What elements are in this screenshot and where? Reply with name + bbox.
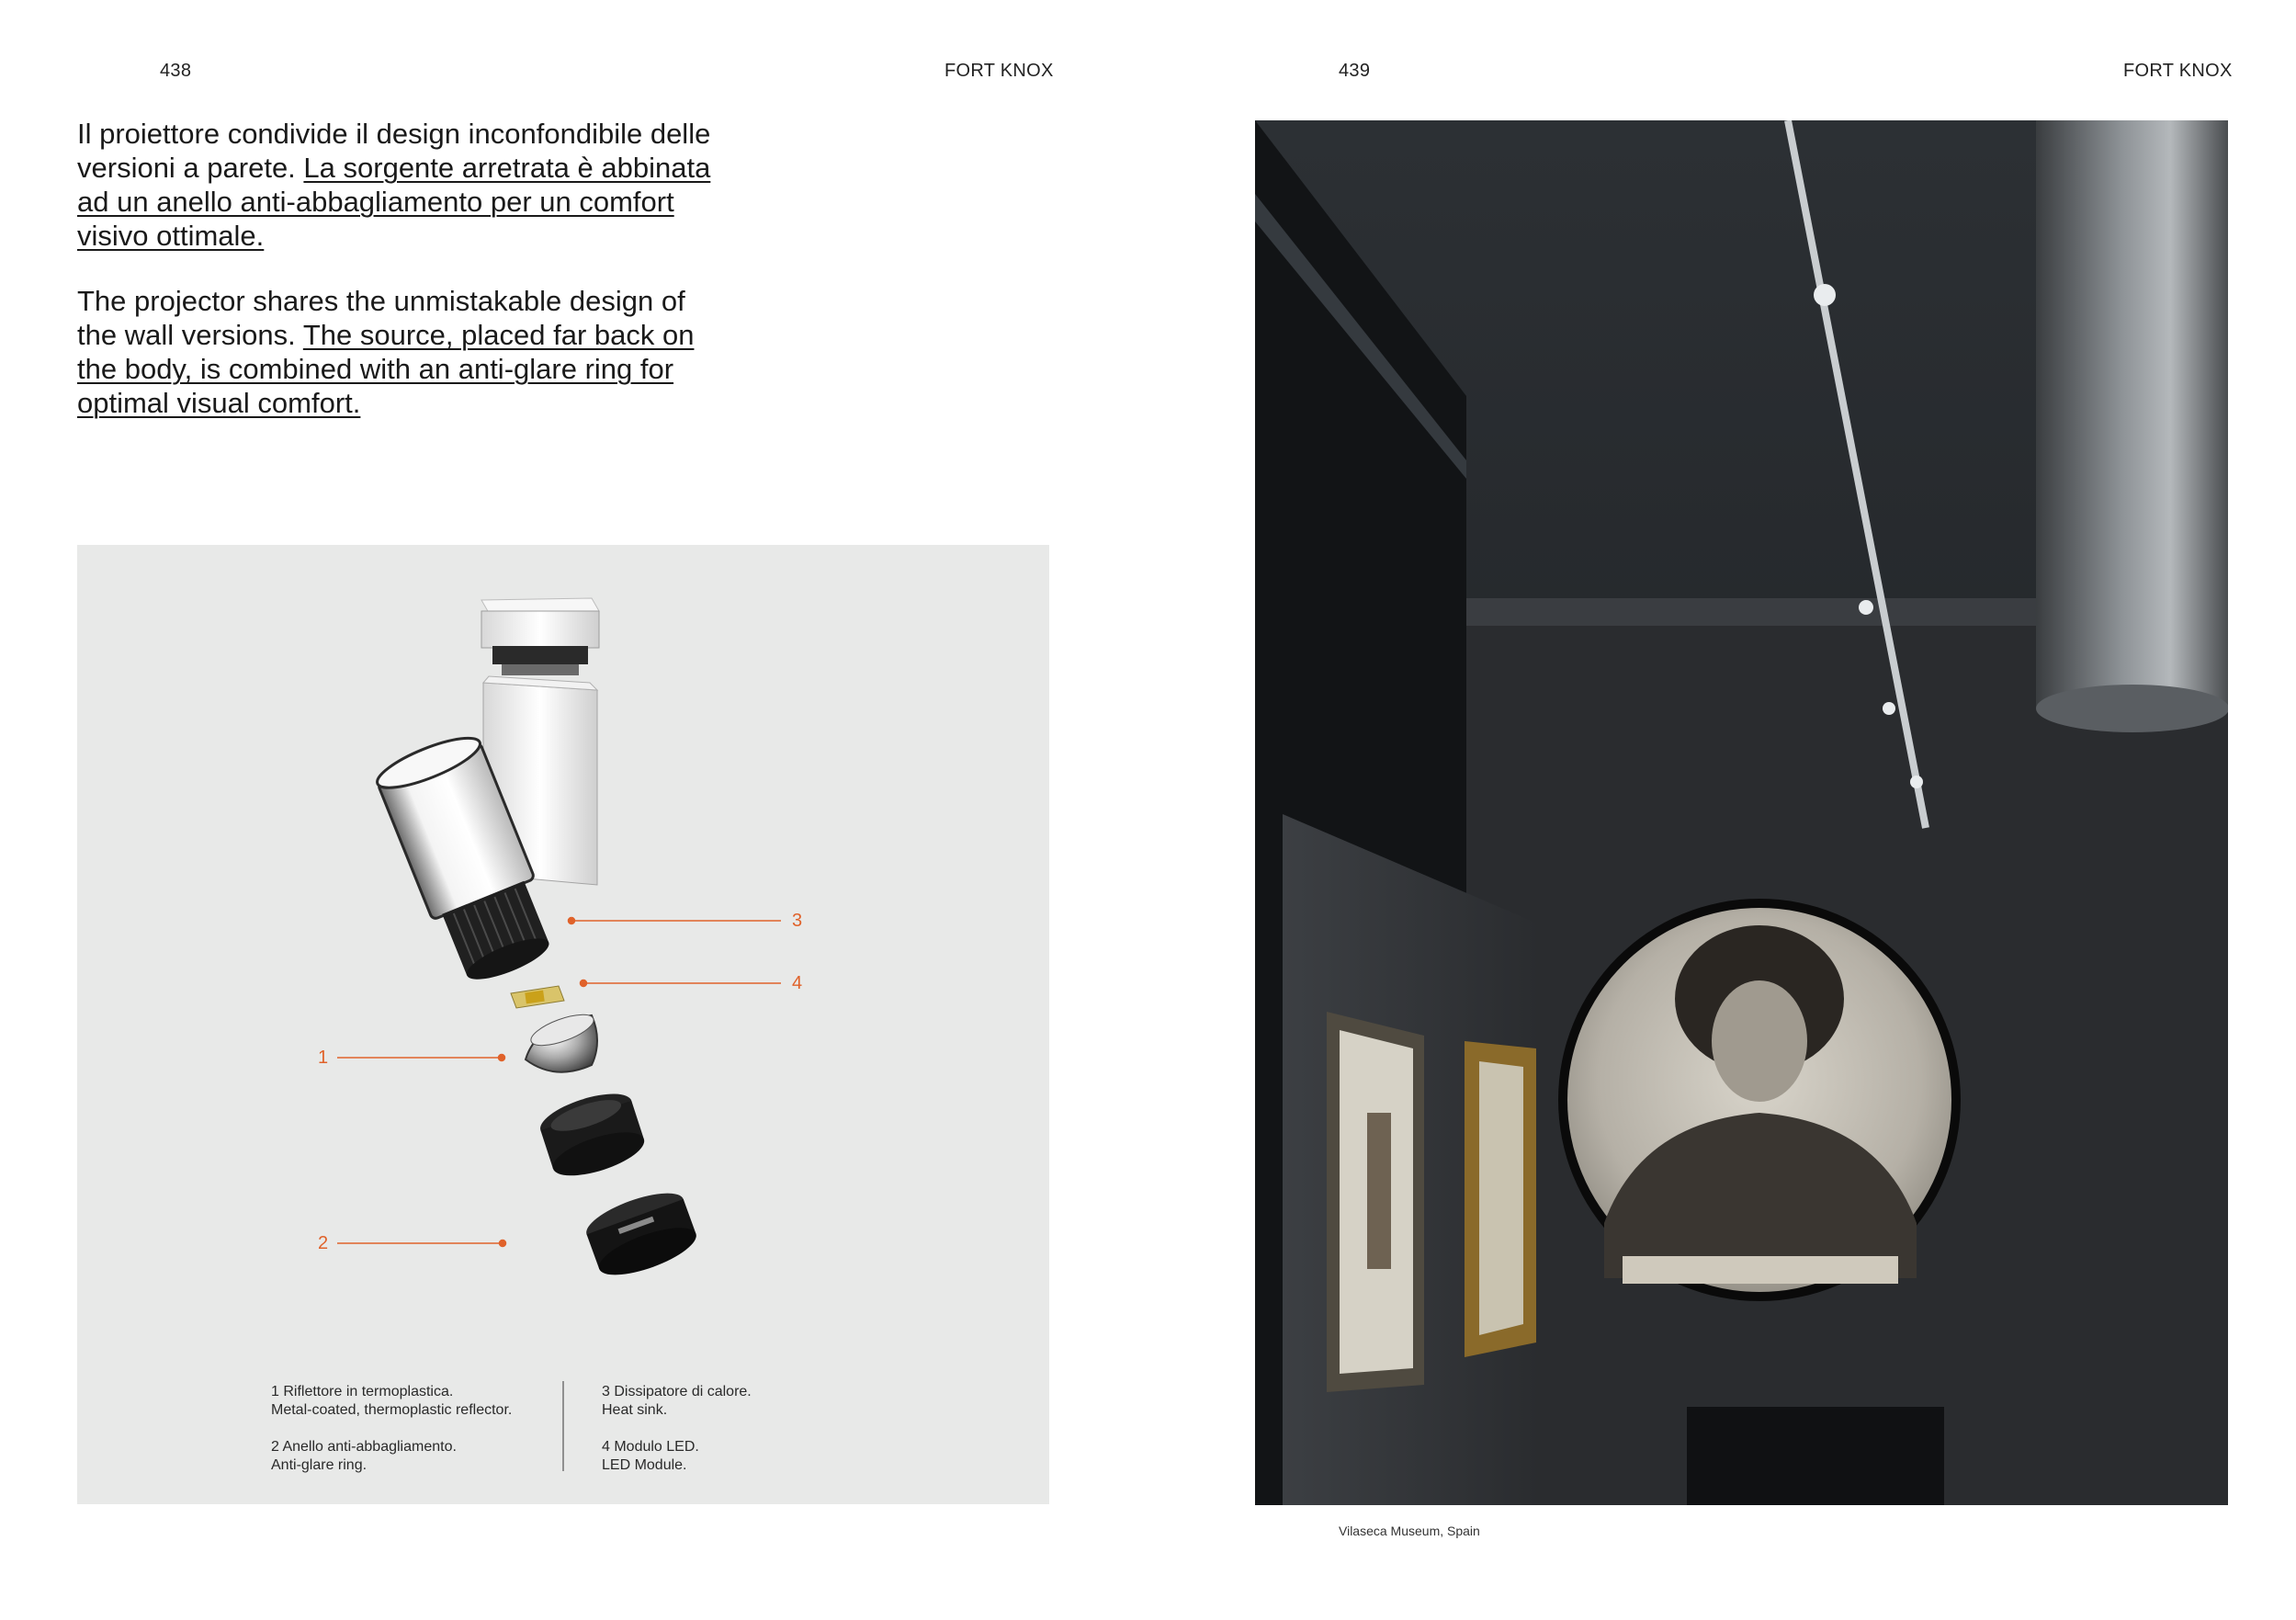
legend-item-2-english: Anti-glare ring. — [271, 1457, 368, 1473]
framed-painting-left — [1327, 1012, 1424, 1392]
legend-item-2 — [271, 1438, 457, 1475]
exploded-diagram-panel — [77, 545, 1049, 1504]
intro-italian-plain: Il proiettore condivide il design inconfondibile delle versioni a parete. — [77, 118, 711, 184]
legend-item-4-italian: 4 Modulo LED. — [602, 1439, 699, 1455]
intro-english — [77, 284, 720, 420]
museum-photo — [1255, 120, 2228, 1505]
legend-item-1-italian: 1 Riflettore in termoplastica. — [271, 1384, 454, 1399]
photo-caption: Vilaseca Museum, Spain — [1339, 1524, 1480, 1538]
legend-item-3-italian: 3 Dissipatore di calore. — [602, 1384, 752, 1399]
intro-english-plain: The projector shares the unmistakable design of the wall versions. — [77, 285, 685, 351]
brand-header-right: FORT KNOX — [2123, 61, 2233, 81]
intro-italian — [77, 117, 720, 253]
led-module — [511, 986, 564, 1008]
exploded-view-illustration — [77, 545, 1049, 1504]
callout-number-2: 2 — [318, 1233, 329, 1253]
callout-number-4: 4 — [792, 973, 803, 993]
page-number-right: 439 — [1339, 61, 1371, 81]
anti-glare-ring — [536, 1085, 650, 1184]
page-number-left: 438 — [160, 61, 192, 81]
framed-painting-gold — [1465, 1041, 1536, 1357]
legend-item-4 — [602, 1438, 699, 1475]
legend-item-4-english: LED Module. — [602, 1457, 687, 1473]
air-duct — [2036, 120, 2228, 732]
intro-english-underlined: The source, placed far back on the body, is combined with an anti-glare ring for optimal visual comfort. — [77, 319, 695, 419]
callout-number-3: 3 — [792, 911, 803, 931]
legend-item-1-english: Metal-coated, thermoplastic reflector. — [271, 1402, 513, 1418]
legend-item-1 — [271, 1383, 512, 1420]
projected-portrait — [1558, 899, 1961, 1301]
mounting-adapter — [481, 598, 599, 675]
reflector — [526, 1008, 597, 1071]
callout-number-1: 1 — [318, 1048, 329, 1068]
intro-italian-underlined: La sorgente arretrata è abbinata ad un anello anti-abbagliamento per un comfort visivo ottimale. — [77, 152, 711, 252]
front-ring — [581, 1184, 701, 1285]
brand-header-left: FORT KNOX — [944, 61, 1054, 81]
legend-item-3 — [602, 1383, 752, 1420]
bench — [1687, 1407, 1944, 1505]
museum-scene-illustration — [1255, 120, 2228, 1505]
legend-item-3-english: Heat sink. — [602, 1402, 668, 1418]
legend-item-2-italian: 2 Anello anti-abbagliamento. — [271, 1439, 457, 1455]
